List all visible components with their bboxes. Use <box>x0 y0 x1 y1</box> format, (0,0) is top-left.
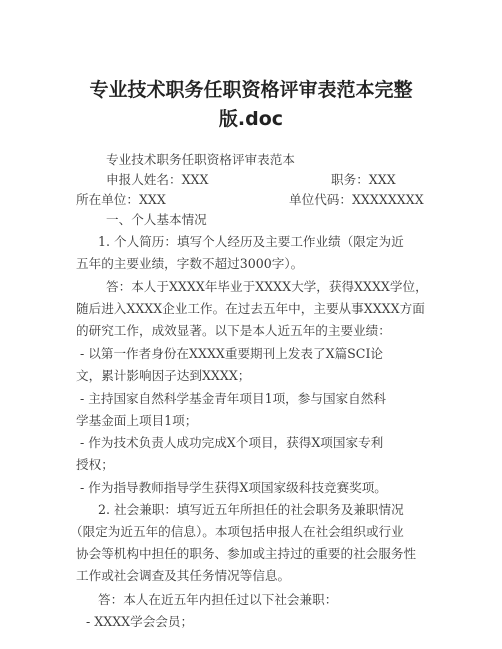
employer-code: 单位代码：XXXXXXXX <box>289 192 424 207</box>
paragraph-line: 工作或社会调查及其任务情况等信息。 <box>76 568 291 583</box>
list-item-line: - 主持国家自然科学基金青年项目1项，参与国家自然科 <box>80 391 386 406</box>
document-title-line-2: 版.doc <box>218 108 284 130</box>
paragraph-line: 五年的主要业绩，字数不超过3000字）。 <box>76 256 304 271</box>
list-item-line: - 作为技术负责人成功完成X个项目，获得X项国家专利 <box>80 435 384 450</box>
list-item-line: 学基金面上项目1项； <box>76 413 198 428</box>
paragraph-line: 随后进入XXXX企业工作。在过去五年中，主要从事XXXX方面 <box>76 301 425 316</box>
paragraph-line: （限定为近五年的信息）。本项包括申报人在社会组织或行业 <box>70 524 404 539</box>
employer: 所在单位：XXX <box>76 192 166 207</box>
list-item-line: - XXXX学会会员； <box>86 614 194 629</box>
paragraph-line: 答：本人于XXXX年毕业于XXXX大学，获得XXXX学位， <box>106 279 428 294</box>
section-heading: 一、个人基本情况 <box>106 212 207 227</box>
form-name: 专业技术职务任职资格评审表范本 <box>106 152 295 167</box>
paragraph-line: 的研究工作，成效显著。以下是本人近五年的主要业绩： <box>76 323 391 338</box>
applicant-name: 申报人姓名：XXX <box>106 172 209 187</box>
paragraph-line: 1. 个人简历：填写个人经历及主要工作业绩（限定为近 <box>98 234 404 249</box>
document-title-line-1: 专业技术职务任职资格评审表范本完整 <box>89 79 413 101</box>
list-item-line: - 以第一作者身份在XXXX重要期刊上发表了X篇SCI论 <box>80 346 384 361</box>
list-item-line: 文，累计影响因子达到XXXX； <box>76 368 251 383</box>
paragraph-line: 答：本人在近五年内担任过以下社会兼职： <box>98 592 338 607</box>
paragraph-line: 协会等机构中担任的职务、参加或主持过的重要的社会服务性 <box>76 546 417 561</box>
paragraph-line: 2. 社会兼职：填写近五年所担任的社会职务及兼职情况 <box>98 502 404 517</box>
list-item-line: 授权； <box>76 457 114 472</box>
position-title: 职务：XXX <box>331 172 396 187</box>
list-item-line: - 作为指导教师指导学生获得X项国家级科技竞赛奖项。 <box>80 480 387 495</box>
